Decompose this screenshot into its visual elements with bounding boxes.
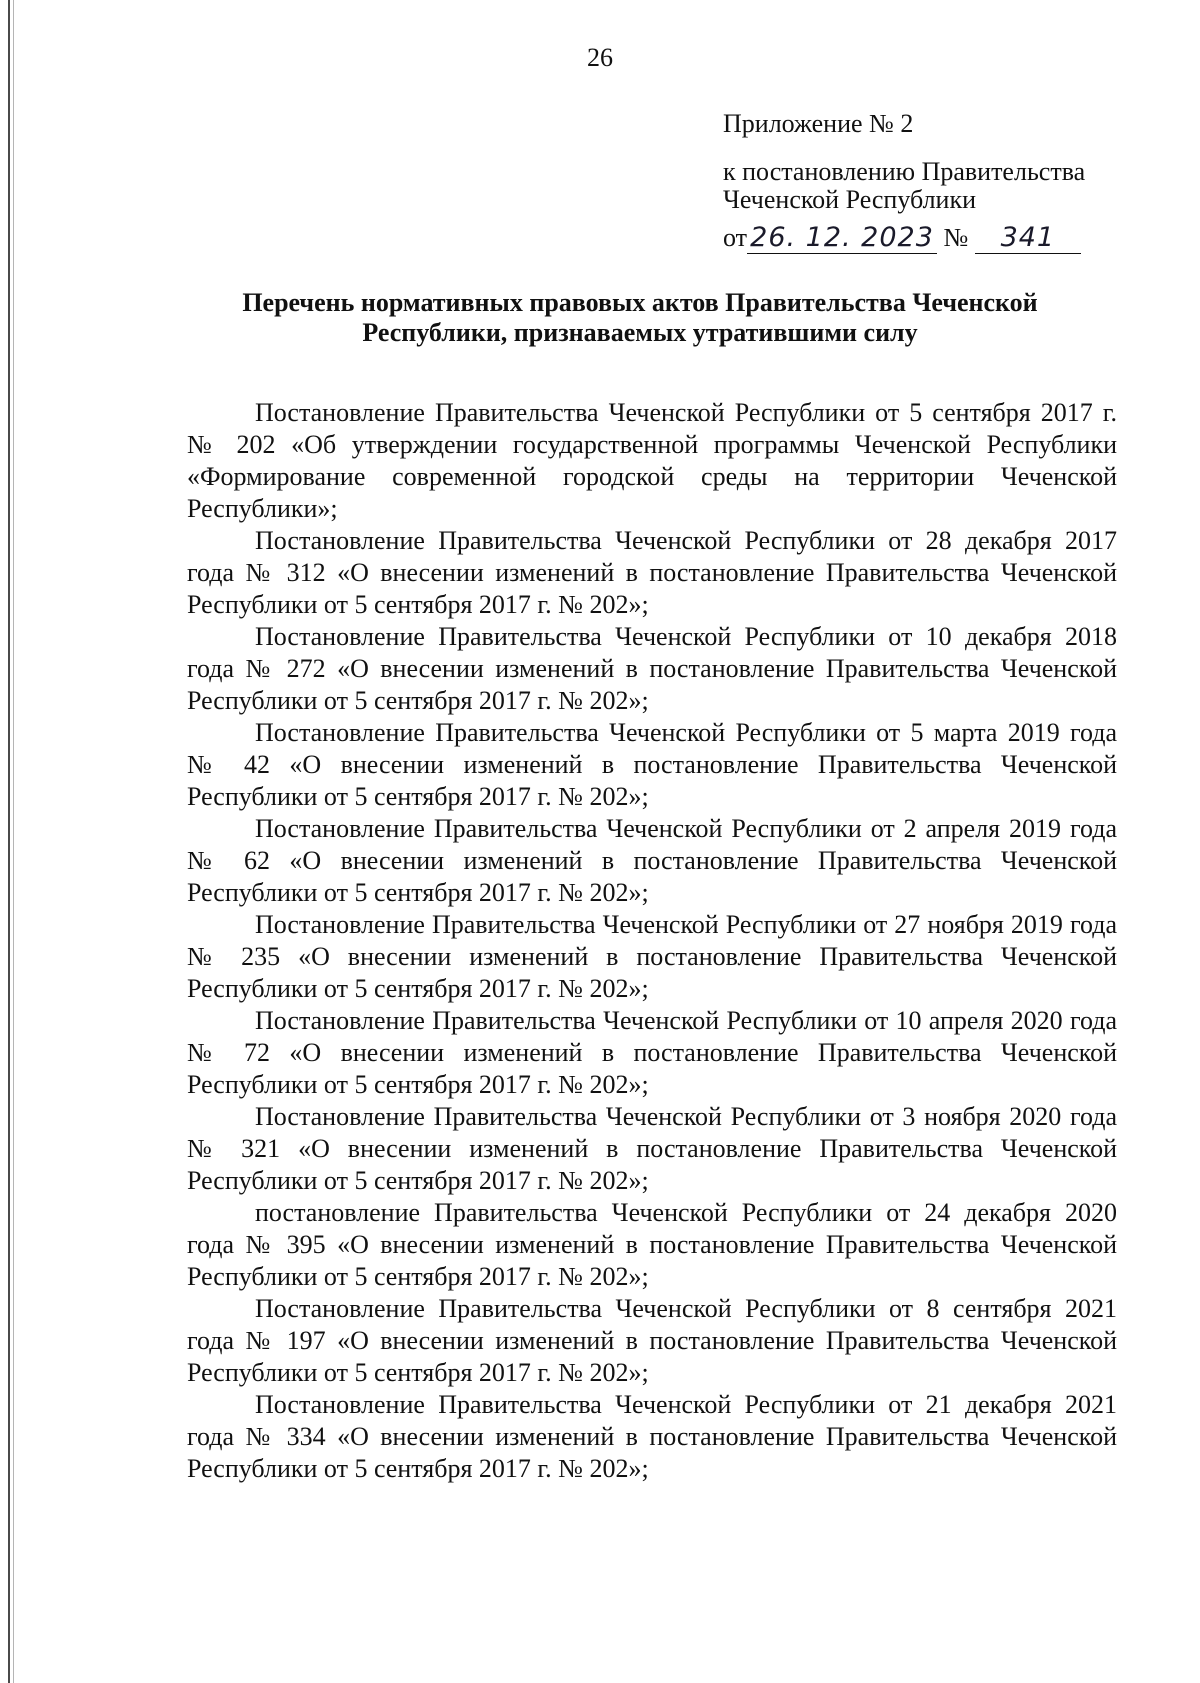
- handwritten-number: 341: [975, 223, 1081, 254]
- scan-edge-line: [8, 0, 10, 1683]
- list-item: Постановление Правительства Чеченской Республики от 10 декабря 2018 года № 272 «О внесении изменений в постановление Правительства Чеченской Республики от 5 сентября 2017 г. № 202»;: [187, 622, 1117, 715]
- appendix-header: [723, 106, 1143, 256]
- list-item: Постановление Правительства Чеченской Республики от 5 марта 2019 года № 42 «О внесении изменений в постановление Правительства Чеченской Республики от 5 сентября 2017 г. № 202»;: [187, 718, 1117, 811]
- list-item: Постановление Правительства Чеченской Республики от 27 ноября 2019 года № 235 «О внесении изменений в постановление Правительства Чеченской Республики от 5 сентября 2017 г. № 202»;: [187, 910, 1117, 1003]
- list-item: Постановление Правительства Чеченской Республики от 2 апреля 2019 года № 62 «О внесении изменений в постановление Правительства Чеченской Республики от 5 сентября 2017 г. № 202»;: [187, 814, 1117, 907]
- document-title: Перечень нормативных правовых актов Правительства Чеченской Республики, признаваемых утратившими силу: [242, 288, 1038, 347]
- page-number: 26: [587, 43, 613, 72]
- scan-edge-line: [13, 0, 14, 1683]
- acts-list: [187, 397, 1117, 1485]
- appendix-reference: к постановлению Правительства: [723, 157, 1086, 186]
- appendix-authority: Чеченской Республики: [723, 185, 977, 214]
- list-item: Постановление Правительства Чеченской Республики от 28 декабря 2017 года № 312 «О внесении изменений в постановление Правительства Чеченской Республики от 5 сентября 2017 г. № 202»;: [187, 526, 1117, 619]
- from-label: от: [723, 223, 748, 252]
- list-item: постановление Правительства Чеченской Республики от 24 декабря 2020 года № 395 «О внесении изменений в постановление Правительства Чеченской Республики от 5 сентября 2017 г. № 202»;: [187, 1198, 1117, 1291]
- appendix-date-number: [723, 220, 1143, 256]
- list-item: Постановление Правительства Чеченской Республики от 21 декабря 2021 года № 334 «О внесении изменений в постановление Правительства Чеченской Республики от 5 сентября 2017 г. № 202»;: [187, 1390, 1117, 1483]
- appendix-label: Приложение № 2: [723, 109, 914, 138]
- list-item: Постановление Правительства Чеченской Республики от 10 апреля 2020 года № 72 «О внесении изменений в постановление Правительства Чеченской Республики от 5 сентября 2017 г. № 202»;: [187, 1006, 1117, 1099]
- list-item: Постановление Правительства Чеченской Республики от 3 ноября 2020 года № 321 «О внесении изменений в постановление Правительства Чеченской Республики от 5 сентября 2017 г. № 202»;: [187, 1102, 1117, 1195]
- number-label: №: [943, 223, 969, 252]
- list-item: Постановление Правительства Чеченской Республики от 5 сентября 2017 г. № 202 «Об утверждении государственной программы Чеченской Республики «Формирование современной городской среды на территории Чеченской Республики»;: [187, 398, 1117, 523]
- handwritten-date: 26. 12. 2023: [747, 223, 937, 254]
- list-item: Постановление Правительства Чеченской Республики от 8 сентября 2021 года № 197 «О внесении изменений в постановление Правительства Чеченской Республики от 5 сентября 2017 г. № 202»;: [187, 1294, 1117, 1387]
